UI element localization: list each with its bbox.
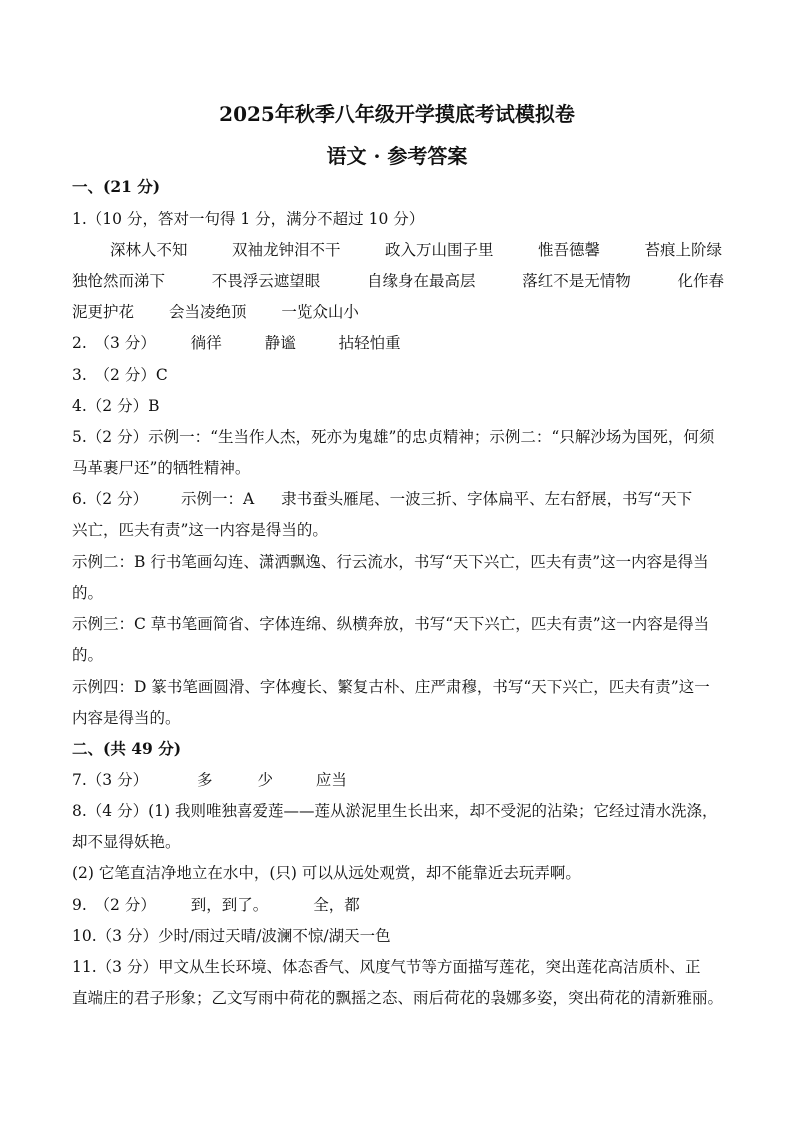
q7-answer: 应当: [315, 771, 347, 789]
q6-line-3: 示例二：B 行书笔画勾连、潇洒飘逸、行云流水，书写“天下兴亡，匹夫有责”这一内容是得当: [72, 553, 709, 571]
q11-line-2: 直端庄的君子形象；乙文写雨中荷花的飘摇之态、雨后荷花的袅娜多姿，突出荷花的清新雅丽。: [72, 989, 724, 1007]
q1-answers-row-1: [110, 239, 722, 261]
q7-line: [72, 769, 724, 791]
q6-line-6: 的。: [72, 646, 104, 664]
q1-answer: 政入万山围子里: [384, 241, 494, 259]
q5-line-2: 马革裹尸还”的牺牲精神。: [72, 459, 251, 477]
q3-line: 3. （2 分）C: [72, 366, 168, 384]
q9-heading: 9. （2 分）: [72, 896, 156, 914]
section-1-heading: 一、(21 分): [72, 177, 161, 196]
q5-line-1: 5.（2 分）示例一：“生当作人杰，死亦为鬼雄”的忠贞精神；示例二：“只解沙场为国死，何须: [72, 428, 715, 446]
page-subtitle: 语文 · 参考答案: [326, 144, 468, 168]
q9-answer: 全，都: [313, 896, 360, 914]
q6-line-1: [72, 488, 724, 510]
q1-answers-row-3: [72, 301, 724, 323]
q1-answer: 苔痕上阶绿: [644, 241, 722, 259]
q6-example-1-text: 隶书蚕头雁尾、一波三折、字体扁平、左右舒展，书写“天下: [281, 490, 693, 508]
q6-line-7: 示例四：D 篆书笔画圆滑、字体瘦长、繁复古朴、庄严肃穆，书写“天下兴亡，匹夫有责”这一: [72, 678, 710, 696]
q2-line: [72, 332, 724, 354]
q1-answer: 一览众山小: [281, 303, 359, 321]
q6-line-2: 兴亡，匹夫有责”这一内容是得当的。: [72, 521, 328, 539]
q6-line-5: 示例三：C 草书笔画简省、字体连绵、纵横奔放，书写“天下兴亡，匹夫有责”这一内容是得当: [72, 615, 710, 633]
q10-line: 10.（3 分）少时/雨过天晴/波澜不惊/湖天一色: [72, 927, 391, 945]
q6-line-4: 的。: [72, 584, 104, 602]
q1-answer: 不畏浮云遮望眼: [211, 272, 321, 290]
q6-line-8: 内容是得当的。: [72, 709, 181, 727]
q7-answer: 少: [257, 771, 273, 789]
q1-answer: 落红不是无情物: [522, 272, 631, 290]
q8-line-1: 8.（4 分）(1) 我则唯独喜爱莲——莲从淤泥里生长出来，却不受泥的沾染；它经过清水洗涤，: [72, 802, 718, 820]
q2-heading: 2. （3 分）: [72, 334, 156, 352]
q1-answers-row-2: [72, 270, 724, 292]
q7-answer: 多: [197, 771, 213, 789]
q1-answer: 泥更护花: [72, 303, 135, 321]
q2-answer: 拈轻怕重: [338, 334, 401, 352]
q2-answer: 静谧: [264, 334, 296, 352]
q8-line-2: 却不显得妖艳。: [72, 833, 181, 851]
q11-line-1: 11.（3 分）甲文从生长环境、体态香气、风度气节等方面描写莲花，突出莲花高洁质朴、正: [72, 958, 701, 976]
q1-heading: 1.（10 分，答对一句得 1 分，满分不超过 10 分）: [72, 210, 425, 228]
q1-answer: 惟吾德馨: [537, 241, 600, 259]
q1-answer: 会当凌绝顶: [168, 303, 247, 321]
q9-answer: 到，到了。: [190, 896, 269, 914]
q4-line: 4.（2 分）B: [72, 397, 160, 415]
q1-answer: 独怆然而涕下: [72, 272, 166, 290]
q6-heading: 6.（2 分）: [72, 490, 149, 508]
q9-line: [72, 894, 724, 916]
q7-heading: 7.（3 分）: [72, 771, 149, 789]
q1-answer: 双袖龙钟泪不干: [231, 241, 341, 259]
q1-answer: 自缘身在最高层: [366, 272, 476, 290]
q8-line-3: (2) 它笔直洁净地立在水中，(只) 可以从远处观赏，却不能靠近去玩弄啊。: [72, 864, 581, 882]
q2-answer: 徜徉: [190, 334, 222, 352]
section-2-heading: 二、(共 49 分): [72, 739, 182, 758]
q6-example-1-label: 示例一：A: [181, 490, 255, 508]
q1-answer: 深林人不知: [110, 241, 188, 259]
q1-answer: 化作春: [677, 272, 724, 290]
page-title: 2025年秋季八年级开学摸底考试模拟卷: [219, 102, 575, 126]
